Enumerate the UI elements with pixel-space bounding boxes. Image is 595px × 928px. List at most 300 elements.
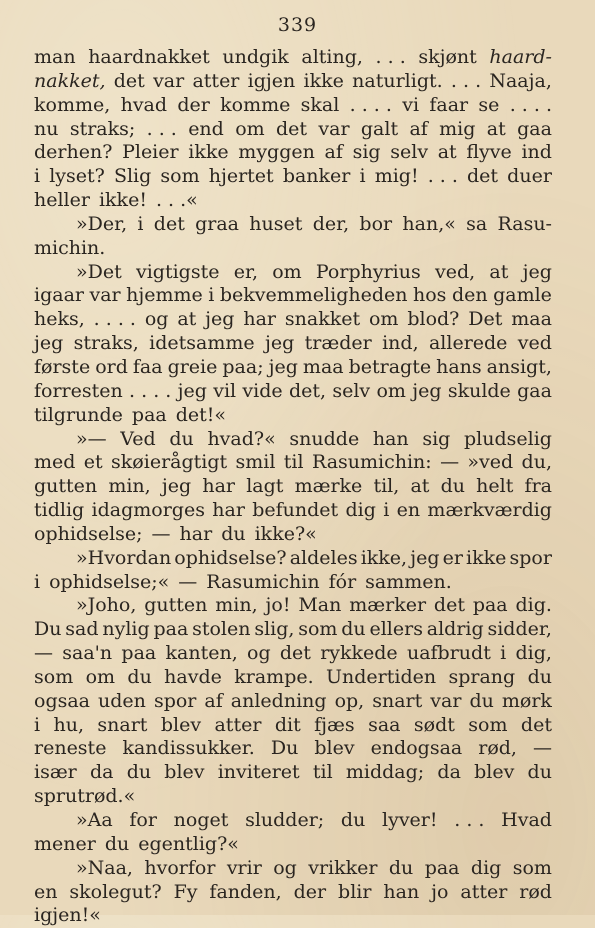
word: det <box>467 165 499 188</box>
word: i <box>500 642 507 665</box>
text-line <box>34 666 552 690</box>
page-number: 339 <box>277 14 318 36</box>
word: ikke, <box>360 546 408 569</box>
word: jeg <box>264 332 295 355</box>
word: han <box>383 880 420 903</box>
word: af <box>409 117 428 140</box>
text-line <box>34 141 552 165</box>
word: anledning <box>230 689 327 712</box>
word: komme <box>220 93 291 116</box>
text-line <box>34 356 552 380</box>
word: ikke <box>303 69 344 92</box>
text-line <box>34 46 552 70</box>
word: lyset? <box>49 165 105 188</box>
word: Fy <box>173 880 198 903</box>
word: jeg <box>161 475 192 498</box>
word: . . . . <box>93 308 136 331</box>
text-line <box>34 833 552 857</box>
word: ord <box>95 355 128 378</box>
text-line <box>34 571 552 595</box>
word: faar <box>429 93 469 116</box>
word: en <box>34 880 58 903</box>
word: sidder, <box>487 618 552 641</box>
word: sammen. <box>365 570 452 593</box>
word: Rasumichin <box>206 570 320 593</box>
word: ved <box>517 332 552 355</box>
word: mærker <box>349 594 427 617</box>
word: Slig <box>113 165 152 188</box>
word: uafbrudt <box>406 642 491 665</box>
word: hu, <box>53 713 84 736</box>
word: som <box>160 165 200 188</box>
word: det <box>279 642 311 665</box>
word: jeg <box>412 379 442 402</box>
word: flyve <box>466 141 512 164</box>
word: det <box>113 69 145 92</box>
word: . . . <box>427 165 458 188</box>
word: at <box>489 260 509 283</box>
text-line <box>34 428 552 452</box>
word: har <box>202 475 236 498</box>
word: betragte <box>348 355 432 378</box>
word: sødt <box>413 713 455 736</box>
word: vide <box>242 379 283 402</box>
word: igjen!« <box>34 904 101 927</box>
word: var <box>153 69 185 92</box>
text-line <box>34 284 552 308</box>
word: ophidselse; <box>34 522 143 545</box>
word: huset <box>249 212 303 235</box>
text-line <box>34 499 552 523</box>
word: hvad?« <box>207 427 276 450</box>
word: at <box>486 117 506 140</box>
word: Ved <box>120 427 156 450</box>
word: blod? <box>407 308 460 331</box>
word: kandissukker. <box>122 737 255 760</box>
word: for <box>129 809 157 831</box>
text-line <box>34 189 552 213</box>
word: »Hvordan <box>76 546 172 569</box>
word: reneste <box>34 737 107 760</box>
text-line <box>34 451 552 475</box>
word: at <box>177 308 197 331</box>
word: haard- <box>489 46 552 68</box>
word: fór <box>328 570 357 593</box>
word: dig. <box>515 594 552 617</box>
word: mørk <box>501 689 552 712</box>
word: mener <box>34 832 96 855</box>
word: i <box>137 212 144 235</box>
word: undgik <box>222 46 289 68</box>
word: gaa <box>517 379 552 402</box>
word: derhen? <box>34 141 113 164</box>
word: jeg <box>268 355 298 378</box>
text-line <box>34 618 552 642</box>
word: til, <box>373 475 400 498</box>
word: — <box>440 451 460 474</box>
word: især <box>34 761 77 784</box>
word: »— <box>76 427 107 450</box>
word: i <box>208 284 215 307</box>
word: michin. <box>34 236 106 259</box>
text-line <box>34 714 552 738</box>
word: idagmorges <box>91 499 205 522</box>
word: ogsaa <box>34 689 91 712</box>
word: mærkværdig <box>427 499 552 522</box>
word: faa <box>132 355 163 378</box>
word: atter <box>192 69 240 92</box>
word: som <box>298 618 338 641</box>
word: »Det <box>76 260 122 283</box>
word: blev <box>160 713 202 736</box>
word: i <box>383 499 390 522</box>
word: hans <box>436 355 482 378</box>
word: i <box>34 713 41 736</box>
word: ind <box>521 141 552 164</box>
word: ikke! <box>98 189 147 212</box>
word: vrir <box>226 856 262 879</box>
word: gutten <box>144 594 208 617</box>
word: som <box>468 713 508 736</box>
word: helt <box>476 475 514 498</box>
word: var <box>318 117 350 140</box>
text-line <box>34 94 552 118</box>
word: se <box>478 93 500 116</box>
word: og <box>247 642 271 665</box>
word: af <box>324 141 343 164</box>
word: du <box>127 665 152 688</box>
word: hjemme <box>126 284 203 307</box>
word: paa; <box>222 355 264 378</box>
word: paa <box>472 594 508 617</box>
word: spor <box>509 546 552 569</box>
word: blev <box>314 737 355 760</box>
word: sprutrød.« <box>34 785 136 808</box>
word: vil <box>213 379 237 402</box>
word: han,« <box>402 212 456 235</box>
word: . . .« <box>155 189 198 212</box>
word: til <box>312 761 333 784</box>
text-line <box>34 380 552 404</box>
word: hvad <box>120 93 168 116</box>
word: der <box>293 880 327 903</box>
text-line <box>34 881 552 905</box>
word: saa <box>368 713 401 736</box>
text-line <box>34 761 552 785</box>
text-line <box>34 70 552 94</box>
word: ansigt, <box>486 355 552 378</box>
word: snart <box>97 713 148 736</box>
word: man <box>34 46 76 68</box>
text-line <box>34 904 552 928</box>
word: jeg <box>522 260 552 283</box>
word: spor <box>153 689 197 712</box>
word: »Aa <box>76 809 113 831</box>
word: du <box>341 618 366 641</box>
word: hos <box>413 284 447 307</box>
word: slig, <box>254 618 295 641</box>
text-line <box>34 594 552 618</box>
word: allerede <box>428 332 508 355</box>
word: var <box>430 689 462 712</box>
word: sprang <box>448 665 516 688</box>
word: — <box>533 737 552 760</box>
word: første <box>34 355 91 378</box>
word: tilgrunde <box>34 403 123 426</box>
word: — <box>178 570 198 593</box>
word: dit <box>274 713 301 736</box>
word: gutten <box>34 475 98 498</box>
word: aldrig <box>426 618 484 641</box>
word: paa <box>424 856 460 879</box>
word: snudde <box>289 427 360 450</box>
word: du, <box>521 451 552 474</box>
word: mærke <box>294 475 363 498</box>
text-line <box>34 642 552 666</box>
word: om <box>368 308 399 331</box>
word: Hvad <box>501 809 552 831</box>
word: hjertet <box>208 165 274 188</box>
text-line <box>34 308 552 332</box>
word: paa <box>153 618 189 641</box>
text-line <box>34 690 552 714</box>
word: at <box>437 141 457 164</box>
word: med <box>34 451 76 474</box>
word: aldeles <box>289 546 358 569</box>
word: Man <box>298 594 342 617</box>
word: rykkede <box>320 642 398 665</box>
word: middag; <box>345 761 425 784</box>
word: vrikker <box>308 856 378 879</box>
word: fanden, <box>209 880 282 903</box>
word: har <box>243 308 276 331</box>
word: straks; <box>69 117 136 140</box>
word: lyver! <box>382 809 438 831</box>
word: lagt <box>246 475 284 498</box>
word: Porphyrius <box>315 260 421 283</box>
word: duer <box>507 165 552 188</box>
word: sad <box>65 618 99 641</box>
word: du <box>388 856 414 879</box>
text-line <box>34 237 552 261</box>
word: du <box>469 689 494 712</box>
word: er <box>442 546 463 569</box>
word: i <box>34 165 41 188</box>
word: Du <box>270 737 299 760</box>
word: selv <box>332 379 371 402</box>
word: heller <box>34 189 90 212</box>
word: noget <box>173 809 229 831</box>
word: dig <box>345 499 376 522</box>
word: du <box>169 427 194 450</box>
word: graa <box>195 212 240 235</box>
word: i <box>34 570 41 593</box>
word: straks, <box>73 332 139 355</box>
word: skal <box>300 93 340 116</box>
word: mig! <box>374 165 419 188</box>
text-line <box>34 857 552 881</box>
word: du <box>340 809 366 831</box>
word: en <box>396 499 421 522</box>
word: hvorfor <box>144 856 216 879</box>
word: befundet <box>252 499 339 522</box>
word: Rasumichin: <box>311 451 432 474</box>
word: »ved <box>467 451 514 474</box>
text-line <box>34 785 552 809</box>
word: da <box>437 761 461 784</box>
word: bekvemmeligheden <box>219 284 408 307</box>
word: paa <box>121 642 157 665</box>
word: sludder; <box>245 809 325 831</box>
word: haardnakket <box>88 46 210 68</box>
word: stolen <box>192 618 251 641</box>
word: Det <box>468 308 503 331</box>
word: jo <box>431 880 449 903</box>
word: Du <box>34 618 62 641</box>
word: du <box>440 475 465 498</box>
word: det <box>153 212 185 235</box>
word: der <box>177 93 210 116</box>
text-line <box>34 404 552 428</box>
word: op, <box>334 689 365 712</box>
word: »Der, <box>76 212 128 235</box>
word: ophidselse;« <box>49 570 170 593</box>
word: mig <box>439 117 476 140</box>
word: maa <box>302 355 344 378</box>
word: nakket, <box>34 69 106 92</box>
word: som <box>34 665 74 688</box>
word: skolegut? <box>69 880 162 903</box>
word: blir <box>338 880 372 903</box>
word: ellers <box>369 618 423 641</box>
word: ikke <box>188 141 229 164</box>
word: sig <box>422 427 451 450</box>
word: Pleier <box>122 141 179 164</box>
word: da <box>89 761 114 784</box>
word: dig, <box>515 642 552 665</box>
word: egentlig?« <box>138 832 239 855</box>
word: har <box>212 499 245 522</box>
word: galt <box>360 117 399 140</box>
word: vigtigste <box>135 260 220 283</box>
word: har <box>179 522 213 545</box>
word: igjen <box>247 69 296 92</box>
word: du <box>221 522 246 545</box>
word: blev <box>164 761 205 784</box>
word: ind, <box>382 332 419 355</box>
word: ikke <box>466 546 507 569</box>
word: fra <box>524 475 552 498</box>
word: er, <box>233 260 258 283</box>
text-line <box>34 261 552 285</box>
word: om <box>376 379 406 402</box>
word: atter <box>214 713 262 736</box>
word: nu <box>34 117 59 140</box>
word: rød <box>519 880 552 903</box>
word: idetsamme <box>149 332 255 355</box>
word: ophidselse? <box>174 546 287 569</box>
word: tidlig <box>34 499 85 522</box>
word: til <box>283 451 304 474</box>
body-text <box>34 46 552 928</box>
word: om <box>235 117 265 140</box>
word: . . . <box>450 69 482 92</box>
word: . . . <box>375 46 406 68</box>
word: jeg <box>410 546 440 569</box>
word: og <box>144 308 169 331</box>
word: saa'n <box>62 642 113 665</box>
word: greie <box>167 355 218 378</box>
word: jo! <box>265 594 291 617</box>
word: uden <box>98 689 146 712</box>
word: det!« <box>175 403 227 426</box>
word: — <box>151 522 171 545</box>
word: paa <box>131 403 167 426</box>
word: det <box>276 117 308 140</box>
word: dig <box>470 856 502 879</box>
word: inviteret <box>217 761 300 784</box>
text-line <box>34 213 552 237</box>
word: naturligt. <box>352 69 443 92</box>
word: forresten <box>34 379 123 402</box>
word: maa <box>511 308 552 331</box>
word: gamle <box>493 284 552 307</box>
word: krampe. <box>234 665 314 688</box>
word: alting, <box>301 46 363 68</box>
text-line <box>34 475 552 499</box>
word: du <box>104 832 130 855</box>
word: jeg <box>34 332 64 355</box>
word: du <box>126 761 152 784</box>
word: igaar <box>34 284 84 307</box>
word: — <box>34 642 53 665</box>
text-line <box>34 332 552 356</box>
word: at <box>410 475 430 498</box>
text-line <box>34 165 552 189</box>
word: Rasu- <box>497 212 552 235</box>
word: han <box>372 427 409 450</box>
word: min, <box>215 594 258 617</box>
word: snart <box>372 689 423 712</box>
word: . . . <box>146 117 177 140</box>
text-line <box>34 809 552 833</box>
word: min, <box>108 475 151 498</box>
word: ikke?« <box>254 522 317 545</box>
word: . . . <box>454 809 485 831</box>
word: atter <box>460 880 508 903</box>
word: Naaja, <box>489 69 552 92</box>
word: der, <box>312 212 350 235</box>
word: skøierågtigt <box>111 451 228 474</box>
word: skjønt <box>418 46 477 68</box>
word: end <box>188 117 224 140</box>
word: selv <box>390 141 429 164</box>
word: komme, <box>34 93 111 116</box>
text-line <box>34 118 552 142</box>
word: et <box>83 451 103 474</box>
word: jeg <box>205 308 235 331</box>
word: træder <box>304 332 372 355</box>
word: endogsaa <box>370 737 463 760</box>
word: snakket <box>284 308 361 331</box>
word: det, <box>288 379 327 402</box>
word: den <box>451 284 488 307</box>
word: rød, <box>478 737 517 760</box>
word: sa <box>466 212 488 235</box>
word: vi <box>402 93 420 116</box>
word: om <box>272 260 302 283</box>
word: skulde <box>447 379 511 402</box>
